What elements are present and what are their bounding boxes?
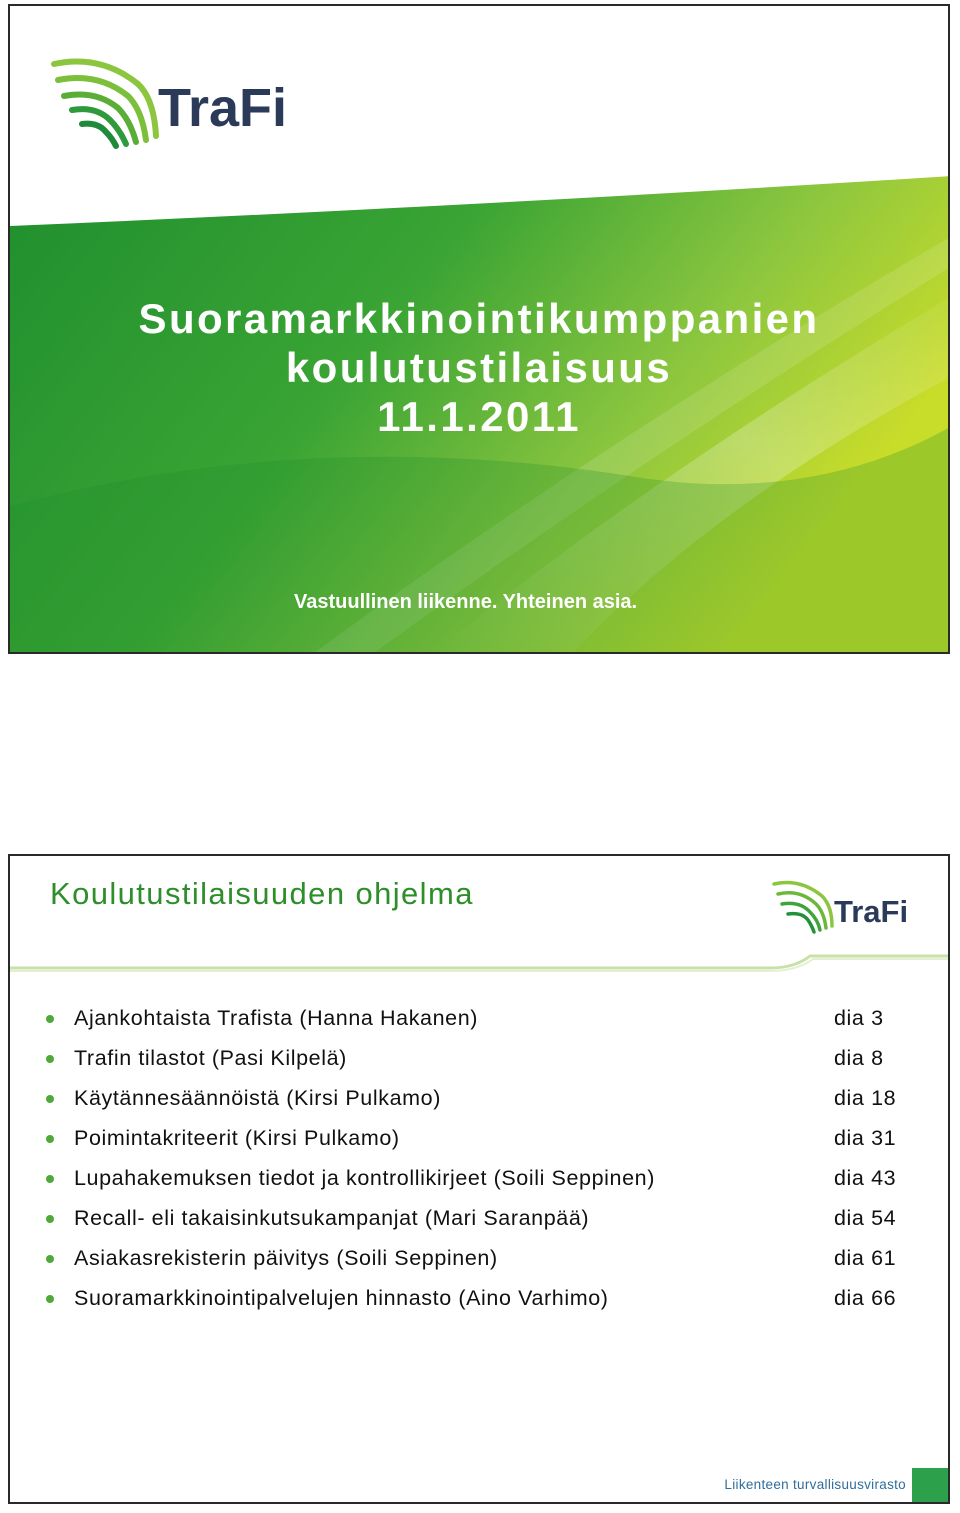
agenda-item bbox=[46, 1006, 926, 1046]
title-line-3-date: 11.1.2011 bbox=[377, 393, 581, 440]
bullet-icon bbox=[46, 1135, 54, 1143]
bullet-icon bbox=[46, 1175, 54, 1183]
agenda-item bbox=[46, 1166, 926, 1206]
agenda-list bbox=[46, 1006, 926, 1326]
footer-agency-name: Liikenteen turvallisuusvirasto bbox=[724, 1477, 906, 1492]
agenda-slide-number: dia 8 bbox=[834, 1046, 884, 1070]
agenda-item bbox=[46, 1086, 926, 1126]
slide-footer bbox=[10, 1468, 950, 1502]
tagline: Vastuullinen liikenne. Yhteinen asia. bbox=[294, 591, 638, 613]
presentation-title bbox=[10, 294, 948, 441]
agenda-item bbox=[46, 1046, 926, 1086]
agenda-slide-number: dia 61 bbox=[834, 1246, 897, 1270]
agenda-topic: Poimintakriteerit (Kirsi Pulkamo) bbox=[74, 1126, 400, 1150]
agenda-topic: Asiakasrekisterin päivitys (Soili Seppinen) bbox=[74, 1246, 498, 1270]
header-divider bbox=[10, 952, 950, 974]
agenda-item bbox=[46, 1246, 926, 1286]
bullet-icon bbox=[46, 1055, 54, 1063]
title-line-2: koulutustilaisuus bbox=[285, 344, 673, 391]
bullet-icon bbox=[46, 1015, 54, 1023]
agenda-item bbox=[46, 1286, 926, 1326]
logo-wordmark-small: TraFi bbox=[834, 894, 909, 929]
agenda-topic: Recall- eli takaisinkutsukampanjat (Mari Saranpää) bbox=[74, 1206, 590, 1230]
bullet-icon bbox=[46, 1215, 54, 1223]
agenda-slide-number: dia 18 bbox=[834, 1086, 897, 1110]
agenda-topic: Trafin tilastot (Pasi Kilpelä) bbox=[74, 1046, 347, 1070]
agenda-slide-number: dia 66 bbox=[834, 1286, 897, 1310]
bullet-icon bbox=[46, 1295, 54, 1303]
agenda-slide-number: dia 3 bbox=[834, 1006, 884, 1030]
agenda-topic: Käytännesäännöistä (Kirsi Pulkamo) bbox=[74, 1086, 441, 1110]
trafi-logo-small bbox=[770, 874, 920, 936]
agenda-slide-number: dia 43 bbox=[834, 1166, 897, 1190]
slide-title: Koulutustilaisuuden ohjelma bbox=[50, 876, 474, 911]
program-slide bbox=[8, 854, 950, 1504]
title-slide bbox=[8, 4, 950, 654]
trafi-logo bbox=[46, 44, 306, 154]
agenda-item bbox=[46, 1206, 926, 1246]
bullet-icon bbox=[46, 1255, 54, 1263]
agenda-topic: Lupahakemuksen tiedot ja kontrollikirjeet (Soili Seppinen) bbox=[74, 1166, 655, 1190]
title-line-1: Suoramarkkinointikumppanien bbox=[138, 295, 820, 342]
agenda-slide-number: dia 31 bbox=[834, 1126, 897, 1150]
agenda-item bbox=[46, 1126, 926, 1166]
logo-wordmark: TraFi bbox=[158, 78, 288, 138]
agenda-topic: Ajankohtaista Trafista (Hanna Hakanen) bbox=[74, 1006, 479, 1030]
footer-corner-block bbox=[912, 1468, 950, 1502]
agenda-slide-number: dia 54 bbox=[834, 1206, 897, 1230]
agenda-topic: Suoramarkkinointipalvelujen hinnasto (Aino Varhimo) bbox=[74, 1286, 609, 1310]
bullet-icon bbox=[46, 1095, 54, 1103]
